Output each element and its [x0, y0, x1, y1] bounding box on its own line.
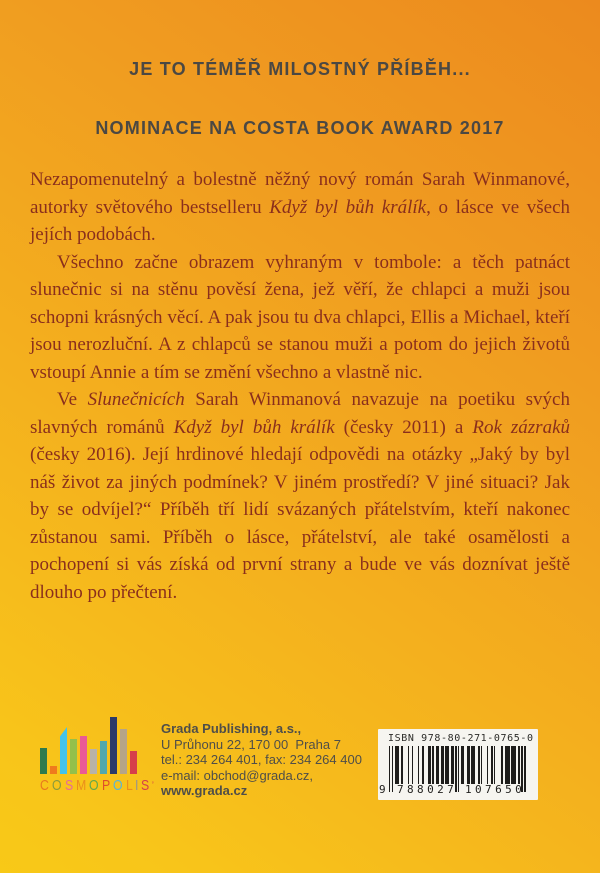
barcode-bars-icon [379, 746, 527, 796]
logo-letter: O [51, 777, 62, 794]
logo-bar [120, 729, 127, 774]
publisher-line: e-mail: obchod@grada.cz, [161, 767, 313, 783]
logo-letter: L [126, 777, 133, 794]
book-annotation [30, 166, 570, 606]
body-paragraph: Ve Slunečnicích Sarah Winmanová navazuje na poetiku svých slavných románů Když byl bůh králík (česky 2011) a Rok zázraků (česky 2016). Její hrdinové hledají odpovědi na otázky „Jaký by byl náš život za jiných podmínek? V jiném prostředí? V jiné situaci? Jak by se odvíjel?“ Příběh tří lidí svázaných přátelstvím, kteří nakonec zůstanou sami. Příběh o lásce, přátelství, ale také osamělosti a pochopení si vás získá od první strany a bude ve vás doznívat ještě dlouho po přečtení. [30, 389, 571, 603]
logo-letter: O [113, 777, 123, 794]
logo-bar [100, 741, 107, 774]
cosmopolis-logo [40, 716, 160, 793]
logo-letter: O [89, 777, 99, 794]
publisher-info [161, 721, 362, 799]
body-paragraph: Nezapomenutelný a bolestně něžný nový román Sarah Winmanové, autorky světového bestselleru Když byl bůh králík, o lásce ve všech jejích podobách. [30, 169, 571, 245]
logo-letter: S [64, 777, 73, 794]
logo-letter: I [135, 777, 139, 794]
cosmopolis-bars-icon [40, 716, 160, 774]
logo-bar [70, 739, 77, 774]
logo-bar [110, 717, 117, 774]
publisher-line: Grada Publishing, a.s., [161, 721, 302, 736]
isbn-barcode [378, 729, 538, 800]
logo-letter: C [40, 777, 49, 794]
publisher-line: www.grada.cz [161, 783, 248, 799]
publisher-line: tel.: 234 264 401, fax: 234 264 400 [161, 752, 362, 768]
barcode-digit-lead: 9 [379, 783, 386, 796]
publisher-line: U Průhonu 22, 170 00 Praha 7 [161, 736, 341, 752]
logo-bar [50, 766, 57, 774]
logo-bar [40, 748, 47, 774]
body-paragraph: Všechno začne obrazem vyhraným v tombole: a těch patnáct slunečnic si na stěnu pověsí žena, jež věří, že chlapci a muži jsou schopni krásných věcí. A pak jsou tu dva chlapci, Ellis a Michael, kteří jsou nerozluční. A z chlapců se stanou muži a potom do jejich životů vstoupí Annie a tím se změní všechno a vlastně nic. [30, 251, 570, 383]
logo-letter: S [140, 777, 149, 794]
logo-bar [90, 749, 97, 774]
logo-letter: ’ [151, 780, 154, 790]
logo-bar [60, 727, 67, 774]
isbn-number: ISBN 978-80-271-0765-0 [388, 733, 534, 744]
logo-bar [80, 736, 87, 774]
tagline-heading: JE TO TÉMĚŘ MILOSTNÝ PŘÍBĚH... [129, 59, 471, 79]
barcode-digits-right: 107650 [465, 783, 526, 796]
cosmopolis-wordmark [40, 778, 154, 793]
logo-letter: P [102, 777, 111, 794]
logo-bar [130, 751, 137, 774]
logo-letter: M [75, 777, 87, 794]
award-heading: NOMINACE NA COSTA BOOK AWARD 2017 [95, 118, 505, 138]
barcode-digits-left: 788027 [397, 783, 458, 796]
